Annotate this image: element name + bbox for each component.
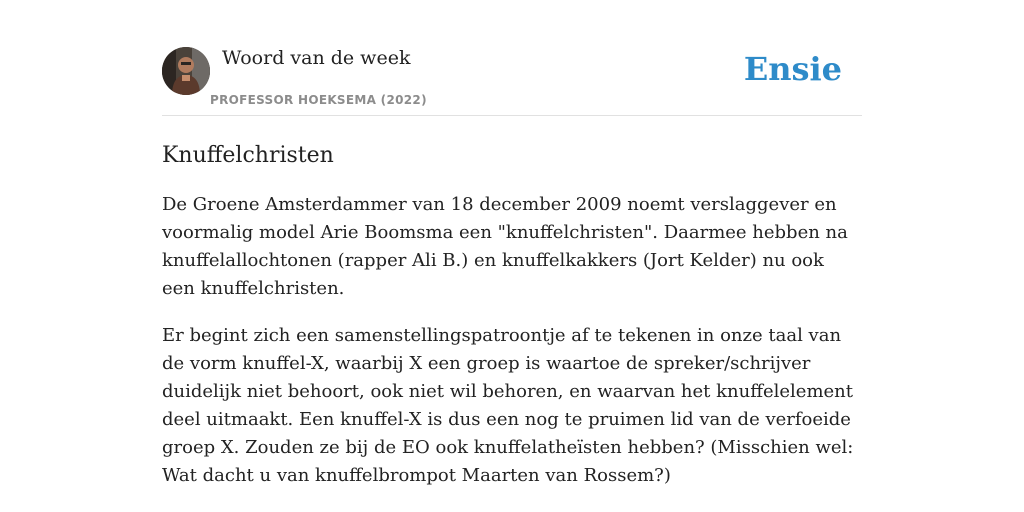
- entry-title: Knuffelchristen: [162, 143, 334, 168]
- section-title[interactable]: Woord van de week: [222, 47, 411, 69]
- entry-card: [162, 45, 862, 490]
- entry-paragraph: De Groene Amsterdammer van 18 december 2009 noemt verslaggever en voormalig model Arie Boomsma een "knuffelchristen". Daarmee hebben na knuffelallochtonen (rapper Ali B.) en knuffelkakkers (Jort Kelder) nu ook een knuffelchristen.: [162, 194, 848, 299]
- author-photo-icon: [162, 47, 210, 95]
- entry-paragraph: Er begint zich een samenstellingspatroontje af te tekenen in onze taal van de vorm knuffel-X, waarbij X een groep is waartoe de spreker/schrijver duidelijk niet behoort, ook niet wil behoren, en waarvan het knuffelelement deel uitmaakt. Een knuffel-X is dus een nog te pruimen lid van de verfoeide groep X. Zouden ze bij de EO ook knuffelatheïsten hebben? (Misschien wel: Wat dacht u van knuffelbrompot Maarten van Rossem?): [162, 325, 854, 486]
- author-avatar[interactable]: [162, 47, 210, 95]
- author-name[interactable]: PROFESSOR HOEKSEMA (2022): [210, 93, 427, 107]
- entry-header: [162, 45, 862, 116]
- brand-logo[interactable]: Ensie: [743, 50, 842, 88]
